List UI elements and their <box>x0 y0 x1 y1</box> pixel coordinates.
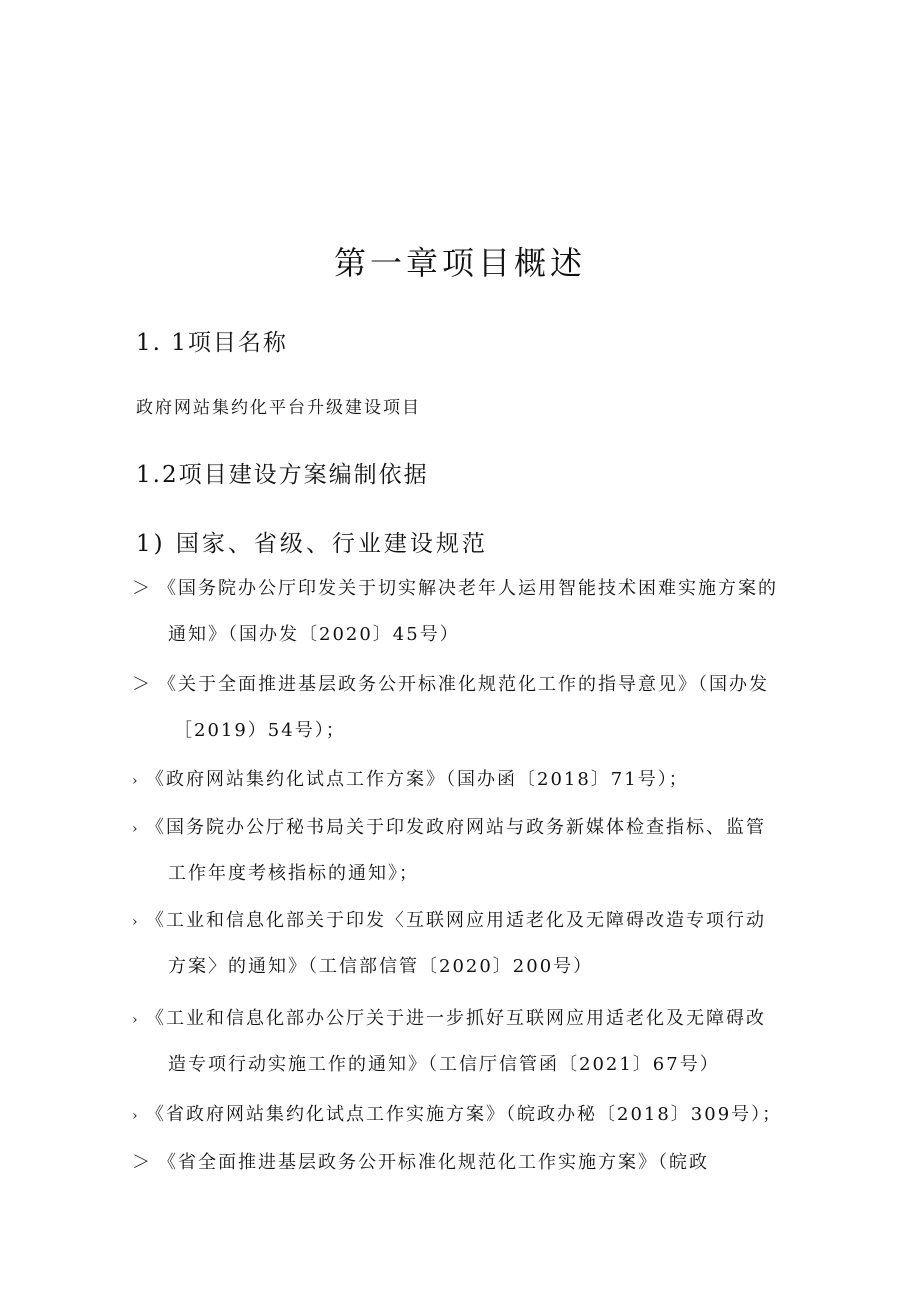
chevron-bullet-icon: › <box>132 1108 140 1124</box>
chevron-bullet-icon: › <box>132 914 140 930</box>
reference-item <box>132 757 792 803</box>
reference-item <box>132 996 792 1088</box>
reference-item <box>132 566 792 658</box>
reference-item <box>132 1092 792 1138</box>
chevron-bullet-icon: › <box>132 773 140 789</box>
reference-line: 《政府网站集约化试点工作方案》（国办函〔2018〕71号）； <box>146 769 689 790</box>
section-1-2-heading: 1.2项目建设方案编制依据 <box>136 462 429 488</box>
reference-continuation: 造专项行动实施工作的通知》（工信厅信管函〔2021〕67号） <box>168 1054 720 1075</box>
chevron-bullet-icon: › <box>132 821 140 837</box>
reference-continuation: ［2019）54号）； <box>174 720 346 741</box>
arrow-bullet-icon: ＞ <box>132 674 152 695</box>
reference-continuation: 通知》（国办发〔2020〕45号） <box>168 624 460 645</box>
reference-continuation: 工作年度考核指标的通知》； <box>168 863 419 884</box>
reference-item <box>132 898 792 990</box>
reference-item <box>132 662 792 754</box>
subsection-1-heading: 1) 国家、省级、行业建设规范 <box>136 531 488 557</box>
chevron-bullet-icon: › <box>132 1012 140 1028</box>
reference-line: 《工业和信息化部办公厅关于进一步抓好互联网应用适老化及无障碍改 <box>146 1008 766 1029</box>
chapter-title: 第一章项目概述 <box>333 244 586 282</box>
arrow-bullet-icon: ＞ <box>132 1152 152 1173</box>
reference-line: 《国务院办公厅秘书局关于印发政府网站与政务新媒体检查指标、监管 <box>146 817 766 838</box>
reference-line: 《工业和信息化部关于印发〈互联网应用适老化及无障碍改造专项行动 <box>146 910 766 931</box>
reference-continuation: 方案〉的通知》（工信部信管〔2020〕200号） <box>168 956 594 977</box>
reference-line: 《关于全面推进基层政务公开标准化规范化工作的指导意见》（国办发 <box>158 674 769 695</box>
reference-item <box>132 1140 792 1186</box>
reference-line: 《省全面推进基层政务公开标准化规范化工作实施方案》（皖政 <box>158 1152 709 1173</box>
reference-line: 《省政府网站集约化试点工作实施方案》（皖政办秘〔2018〕309号）； <box>146 1104 783 1125</box>
arrow-bullet-icon: ＞ <box>132 578 152 599</box>
reference-line: 《国务院办公厅印发关于切实解决老年人运用智能技术困难实施方案的 <box>158 578 778 599</box>
section-1-1-heading: 1. 1项目名称 <box>136 330 288 356</box>
reference-item <box>132 805 792 897</box>
project-name-text: 政府网站集约化平台升级建设项目 <box>136 398 421 418</box>
